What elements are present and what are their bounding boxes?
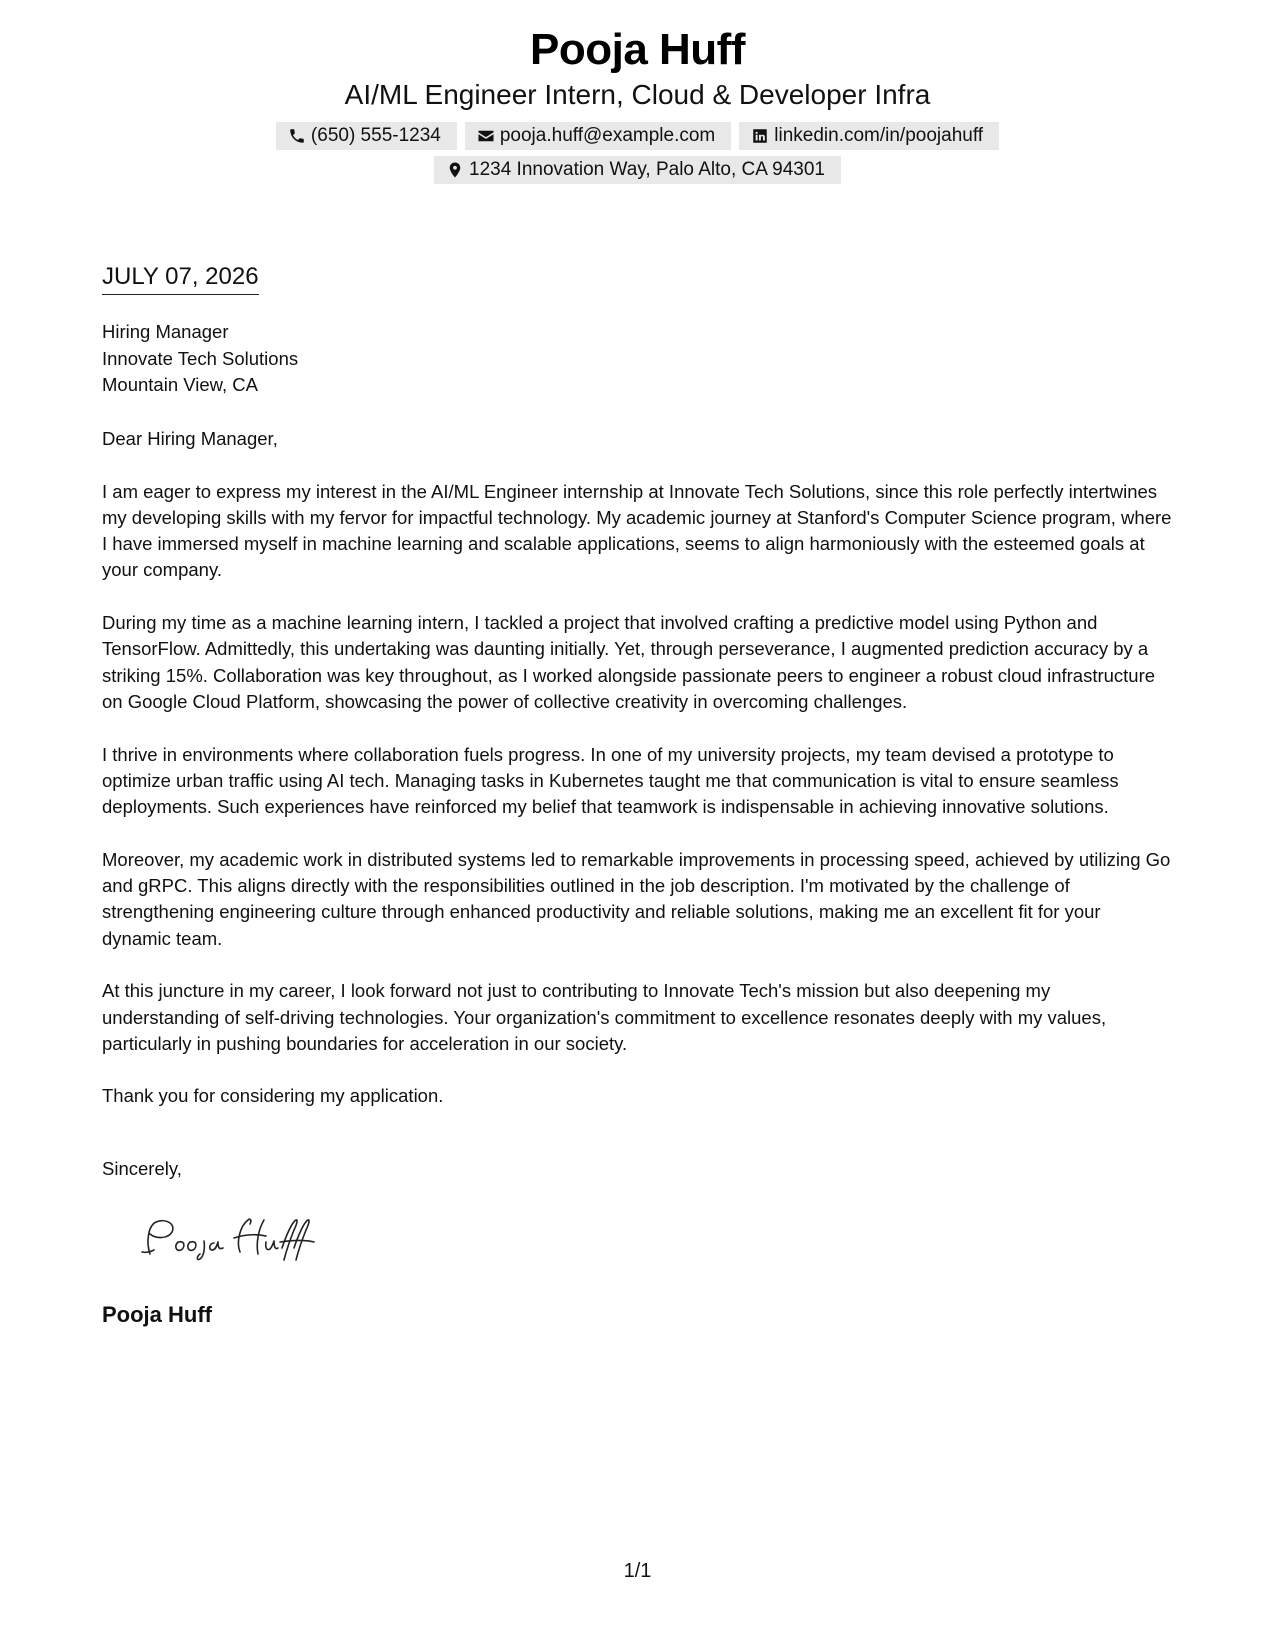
applicant-role: AI/ML Engineer Intern, Cloud & Developer Infra bbox=[344, 79, 931, 110]
letter-header bbox=[0, 22, 1275, 184]
linkedin-text: linkedin.com/in/poojahuff bbox=[774, 125, 984, 146]
applicant-name: Pooja Huff bbox=[530, 25, 745, 74]
map-pin-icon bbox=[446, 161, 464, 179]
phone-chip[interactable] bbox=[276, 122, 457, 150]
thank-you-line: Thank you for considering my application. bbox=[102, 1085, 444, 1107]
body-paragraph: At this juncture in my career, I look forward not just to contributing to Innovate Tech's mission but also deepening my understanding of self-driving technologies. Your organization's commitment to excellence resonates deeply with my values, particularly in pushing boundaries for acceleration in our society. bbox=[102, 980, 1107, 1054]
letter-date: JULY 07, 2026 bbox=[102, 262, 259, 295]
handwritten-signature bbox=[136, 1212, 326, 1262]
recipient-company: Innovate Tech Solutions bbox=[102, 347, 299, 369]
linkedin-chip[interactable] bbox=[739, 122, 999, 150]
envelope-icon bbox=[477, 127, 495, 145]
body-paragraph: I am eager to express my interest in the AI/ML Engineer internship at Innovate Tech Solutions, since this role perfectly intertwines my developing skills with my fervor for impactful technology. My academic journey at Stanford's Computer Science program, where I have immersed myself in machine learning and scalable applications, seems to align harmoniously with the esteemed goals at your company. bbox=[102, 480, 1172, 581]
page-number: 1/1 bbox=[623, 1560, 652, 1582]
address-text: 1234 Innovation Way, Palo Alto, CA 94301 bbox=[469, 159, 825, 180]
recipient-title: Hiring Manager bbox=[102, 321, 229, 342]
recipient-block bbox=[102, 319, 298, 399]
salutation: Dear Hiring Manager, bbox=[102, 428, 278, 449]
letter-body bbox=[102, 426, 1172, 1136]
phone-text: (650) 555-1234 bbox=[310, 125, 441, 146]
closing: Sincerely, bbox=[102, 1158, 182, 1179]
email-chip[interactable] bbox=[465, 122, 731, 150]
body-paragraph: I thrive in environments where collaboration fuels progress. In one of my university projects, my team devised a prototype to optimize urban traffic using AI tech. Managing tasks in Kubernetes taught me that communication is vital to ensure seamless deployments. Such experiences have reinforced my belief that teamwork is indispensable in achieving innovative solutions. bbox=[102, 743, 1119, 818]
body-paragraph: Moreover, my academic work in distributed systems led to remarkable improvements in processing speed, achieved by utilizing Go and gRPC. This aligns directly with the responsibilities outlined in the job description. I'm motivated by the challenge of strengthening engineering culture through enhanced productivity and reliable solutions, making me an excellent fit for your dynamic team. bbox=[102, 848, 1171, 949]
recipient-location: Mountain View, CA bbox=[102, 374, 258, 395]
linkedin-icon bbox=[751, 127, 769, 145]
phone-icon bbox=[288, 127, 306, 145]
signer-name: Pooja Huff bbox=[102, 1302, 212, 1327]
body-paragraph: During my time as a machine learning intern, I tackled a project that involved crafting a predictive model using Python and TensorFlow. Admittedly, this undertaking was daunting initially. Yet, through perseverance, I augmented prediction accuracy by a striking 15%. Collaboration was key throughout, as I worked alongside passionate peers to engineer a robust cloud infrastructure on Google Cloud Platform, showcasing the power of collective creativity in overcoming challenges. bbox=[102, 612, 1156, 712]
address-row bbox=[0, 156, 1275, 184]
address-chip bbox=[434, 156, 841, 184]
contact-row bbox=[0, 122, 1275, 150]
email-text: pooja.huff@example.com bbox=[499, 125, 716, 146]
